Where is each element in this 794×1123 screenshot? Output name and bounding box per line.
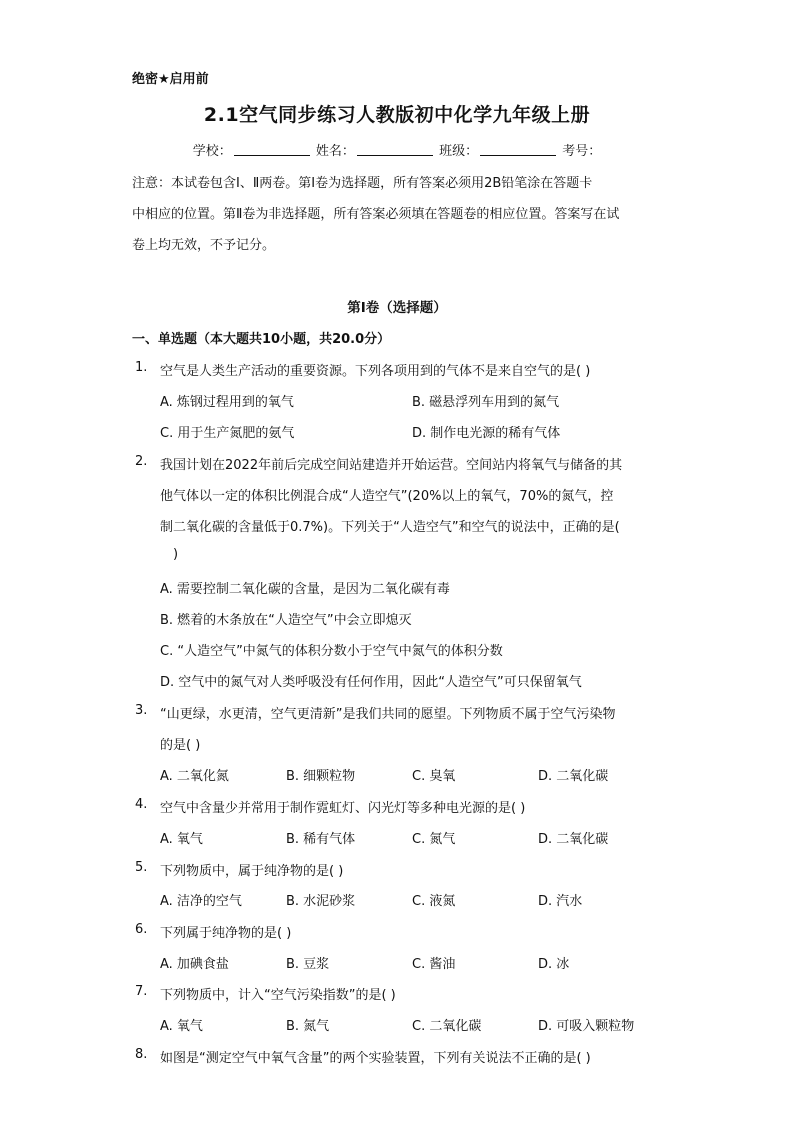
option-c: C. 氮气: [412, 832, 456, 847]
option-c: C. 二氧化碳: [412, 1019, 482, 1034]
option-b: B. 磁悬浮列车用到的氮气: [412, 395, 560, 410]
page-title: 2.1空气同步练习人教版初中化学九年级上册: [203, 104, 591, 126]
question-text: 我国计划在2022年前后完成空间站建造并开始运营。空间站内将氧气与储备的其: [160, 458, 623, 473]
question-text: 空气中含量少并常用于制作霓虹灯、闪光灯等多种电光源的是( ): [160, 801, 526, 816]
class-blank: [480, 143, 556, 156]
option-d: D. 二氧化碳: [538, 769, 609, 784]
option-c: C. 液氮: [412, 894, 456, 909]
question-text: 空气是人类生产活动的重要资源。下列各项用到的气体不是来自空气的是( ): [160, 364, 591, 379]
exam-no-label: 考号：: [562, 144, 602, 159]
option-a: A. 二氧化氮: [160, 769, 229, 784]
option-a: A. 氧气: [160, 832, 203, 847]
name-blank: [357, 143, 433, 156]
option-d: D. 可吸入颗粒物: [538, 1019, 635, 1034]
option-d: D. 冰: [538, 957, 570, 972]
option-c: C. “人造空气”中氮气的体积分数小于空气中氮气的体积分数: [160, 644, 503, 659]
option-d: D. 汽水: [538, 894, 583, 909]
option-c: C. 臭氧: [412, 769, 456, 784]
option-b: B. 氮气: [286, 1019, 330, 1034]
question-number: 7.: [135, 984, 148, 999]
option-c: C. 酱油: [412, 957, 456, 972]
name-label: 姓名：: [315, 144, 355, 159]
notice-line-1: 注意：本试卷包含Ⅰ、Ⅱ两卷。第Ⅰ卷为选择题，所有答案必须用2B铅笔涂在答题卡: [132, 176, 593, 191]
question-text: 他气体以一定的体积比例混合成“人造空气”(20%以上的氧气，70%的氮气，控: [160, 489, 614, 504]
option-a: A. 需要控制二氧化碳的含量，是因为二氧化碳有毒: [160, 582, 450, 597]
option-a: A. 氧气: [160, 1019, 203, 1034]
part-title: 第Ⅰ卷（选择题）: [347, 300, 447, 316]
question-text: 的是( ): [160, 738, 201, 753]
question-text: 如图是“测定空气中氧气含量”的两个实验装置，下列有关说法不正确的是( ): [160, 1051, 591, 1066]
question-number: 1.: [135, 360, 148, 375]
option-a: A. 加碘食盐: [160, 957, 229, 972]
school-blank: [234, 143, 310, 156]
option-b: B. 燃着的木条放在“人造空气”中会立即熄灭: [160, 613, 412, 628]
question-text: “山更绿，水更清，空气更清新”是我们共同的愿望。下列物质不属于空气污染物: [160, 707, 616, 722]
school-label: 学校：: [192, 144, 232, 159]
option-d: D. 空气中的氮气对人类呼吸没有任何作用，因此“人造空气”可只保留氧气: [160, 675, 582, 690]
question-number: 2.: [135, 454, 148, 469]
class-label: 班级：: [439, 144, 479, 159]
question-text: 下列属于纯净物的是( ): [160, 926, 292, 941]
option-c: C. 用于生产氮肥的氨气: [160, 426, 295, 441]
option-a: A. 洁净的空气: [160, 894, 242, 909]
option-d: D. 二氧化碳: [538, 832, 609, 847]
section-title: 一、单选题（本大题共10小题，共20.0分）: [132, 332, 391, 347]
notice-line-2: 中相应的位置。第Ⅱ卷为非选择题，所有答案必须填在答题卷的相应位置。答案写在试: [132, 207, 620, 222]
option-b: B. 豆浆: [286, 957, 330, 972]
question-text: 下列物质中，计入“空气污染指数”的是( ): [160, 988, 396, 1003]
question-text: ): [173, 547, 179, 562]
question-number: 6.: [135, 922, 148, 937]
question-number: 5.: [135, 860, 148, 875]
question-number: 3.: [135, 703, 148, 718]
question-text: 制二氧化碳的含量低于0.7%)。下列关于“人造空气”和空气的说法中，正确的是(: [160, 520, 620, 535]
question-text: 下列物质中，属于纯净物的是( ): [160, 864, 344, 879]
option-b: B. 细颗粒物: [286, 769, 356, 784]
option-b: B. 水泥砂浆: [286, 894, 356, 909]
notice-line-3: 卷上均无效，不予记分。: [132, 238, 276, 253]
confidential-mark: 绝密★启用前: [132, 72, 209, 87]
option-b: B. 稀有气体: [286, 832, 356, 847]
student-info-line: [0, 140, 794, 159]
question-number: 4.: [135, 797, 148, 812]
option-d: D. 制作电光源的稀有气体: [412, 426, 561, 441]
question-number: 8.: [135, 1047, 148, 1062]
option-a: A. 炼钢过程用到的氧气: [160, 395, 294, 410]
